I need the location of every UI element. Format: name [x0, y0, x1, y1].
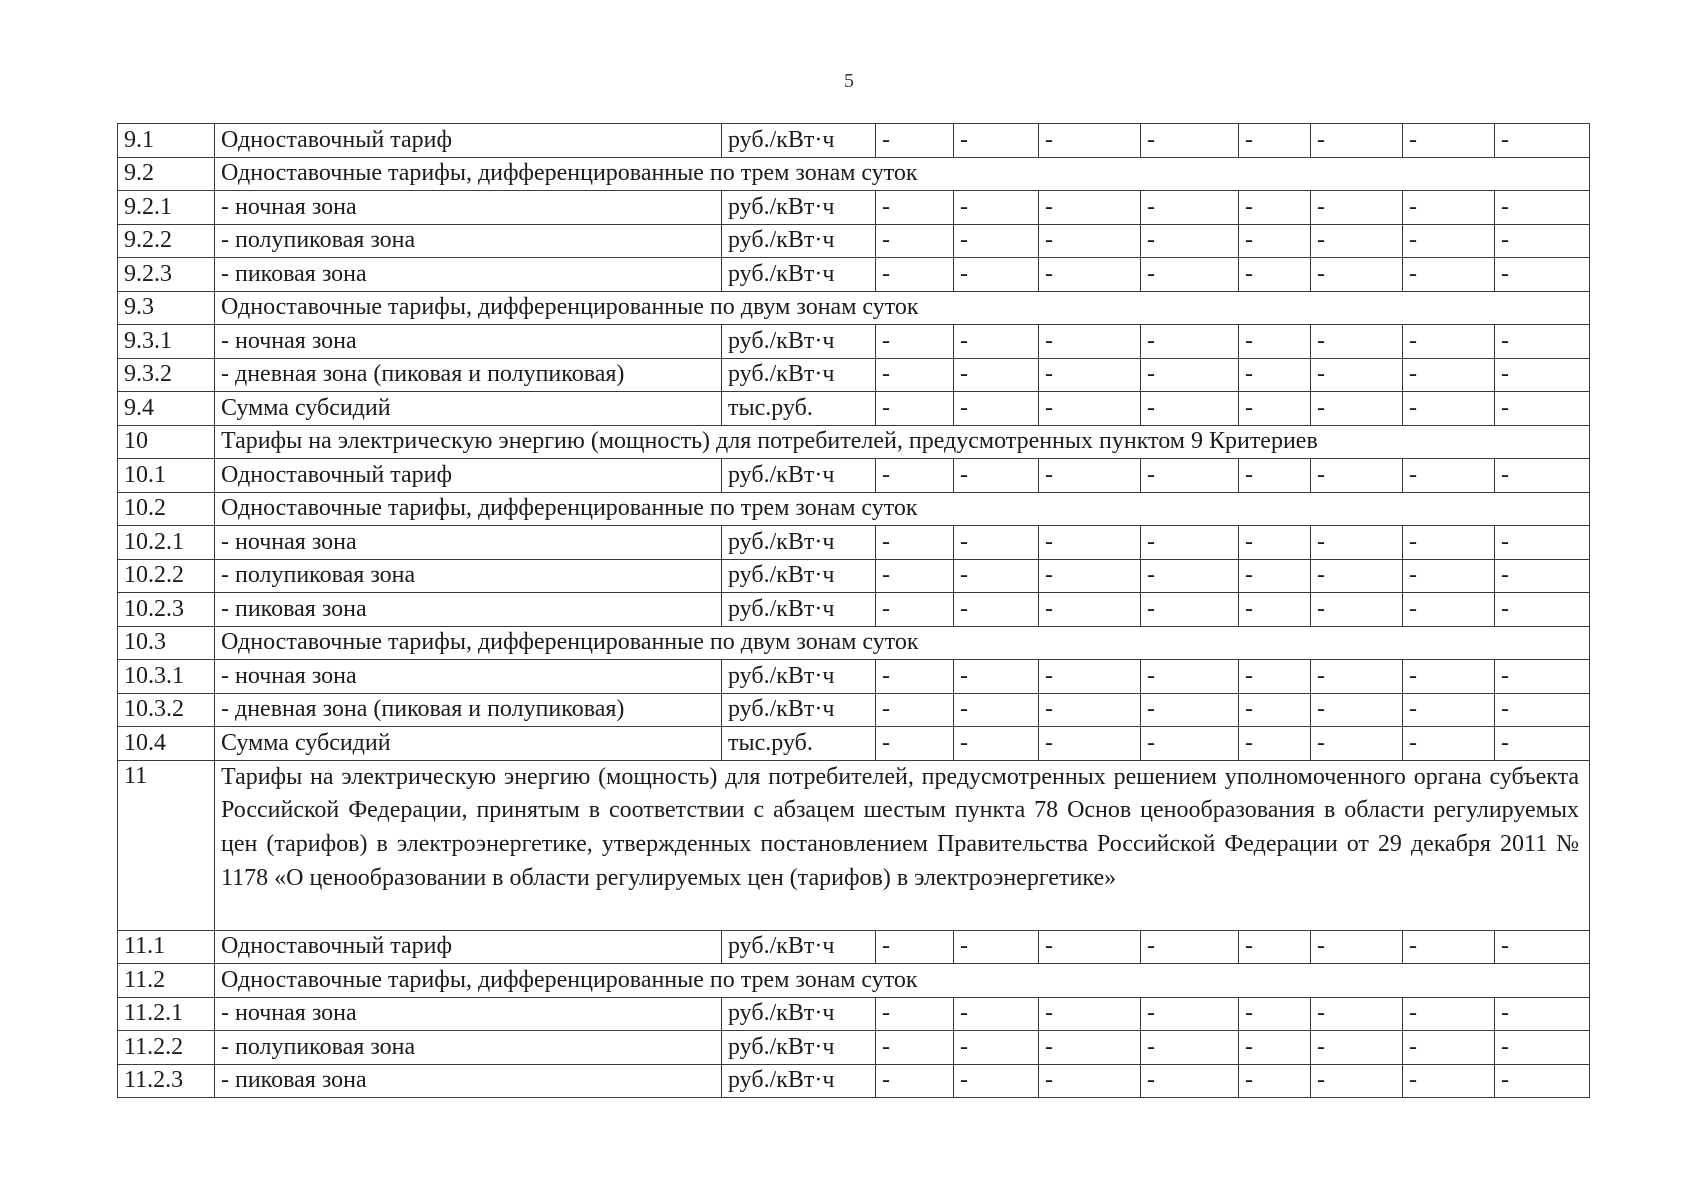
value-cell: -	[1311, 727, 1403, 761]
value-cell: -	[1141, 660, 1239, 694]
row-name-cell: - ночная зона	[215, 526, 722, 560]
value-cell: -	[1311, 1064, 1403, 1098]
row-number-cell: 9.2.3	[118, 258, 215, 292]
row-number-cell: 10.3.1	[118, 660, 215, 694]
unit-cell: руб./кВт·ч	[722, 325, 876, 359]
value-cell: -	[954, 191, 1039, 225]
value-cell: -	[1141, 997, 1239, 1031]
row-number-cell: 11	[118, 760, 215, 930]
value-cell: -	[1495, 258, 1590, 292]
value-cell: -	[1495, 224, 1590, 258]
row-number-cell: 9.1	[118, 124, 215, 158]
value-cell: -	[1141, 358, 1239, 392]
value-cell: -	[1239, 124, 1311, 158]
row-number-cell: 10.3	[118, 626, 215, 660]
value-cell: -	[1311, 325, 1403, 359]
value-cell: -	[876, 124, 954, 158]
unit-cell: руб./кВт·ч	[722, 124, 876, 158]
value-cell: -	[1039, 191, 1141, 225]
value-cell: -	[876, 727, 954, 761]
section-header-row	[118, 760, 1590, 930]
row-number-cell: 10.2.3	[118, 593, 215, 627]
row-number-cell: 10.4	[118, 727, 215, 761]
section-title-cell: Одноставочные тарифы, дифференцированные по двум зонам суток	[215, 291, 1590, 325]
row-number-cell: 10.2.2	[118, 559, 215, 593]
value-cell: -	[1141, 258, 1239, 292]
value-cell: -	[954, 660, 1039, 694]
value-cell: -	[1239, 325, 1311, 359]
value-cell: -	[1311, 392, 1403, 426]
value-cell: -	[1141, 392, 1239, 426]
section-title-cell: Тарифы на электрическую энергию (мощность) для потребителей, предусмотренных решением уполномоченного органа субъекта Российской Федерации, принятым в соответствии с абзацем шестым пункта 78 Основ ценообразования в области регулируемых цен (тарифов) в электроэнергетике, утвержденных постановлением Правительства Российской Федерации от 29 декабря 2011 № 1178 «О ценообразовании в области регулируемых цен (тарифов) в электроэнергетике»	[215, 760, 1590, 930]
unit-cell: руб./кВт·ч	[722, 693, 876, 727]
row-name-cell: - пиковая зона	[215, 258, 722, 292]
value-cell: -	[1403, 1031, 1495, 1065]
value-cell: -	[1039, 1064, 1141, 1098]
table-row	[118, 727, 1590, 761]
unit-cell: руб./кВт·ч	[722, 660, 876, 694]
value-cell: -	[1403, 997, 1495, 1031]
value-cell: -	[1239, 930, 1311, 964]
row-number-cell: 10.3.2	[118, 693, 215, 727]
value-cell: -	[1039, 1031, 1141, 1065]
value-cell: -	[1403, 593, 1495, 627]
value-cell: -	[954, 392, 1039, 426]
value-cell: -	[1039, 459, 1141, 493]
unit-cell: руб./кВт·ч	[722, 930, 876, 964]
value-cell: -	[1311, 559, 1403, 593]
value-cell: -	[1039, 693, 1141, 727]
value-cell: -	[1239, 660, 1311, 694]
table-row	[118, 693, 1590, 727]
row-name-cell: - ночная зона	[215, 997, 722, 1031]
row-name-cell: - пиковая зона	[215, 593, 722, 627]
value-cell: -	[954, 693, 1039, 727]
value-cell: -	[1141, 727, 1239, 761]
value-cell: -	[1239, 191, 1311, 225]
value-cell: -	[1039, 559, 1141, 593]
table-row	[118, 258, 1590, 292]
value-cell: -	[1495, 930, 1590, 964]
value-cell: -	[1311, 526, 1403, 560]
value-cell: -	[1141, 559, 1239, 593]
value-cell: -	[1495, 593, 1590, 627]
value-cell: -	[1495, 392, 1590, 426]
value-cell: -	[1039, 727, 1141, 761]
section-header-row	[118, 157, 1590, 191]
table-row	[118, 997, 1590, 1031]
page-number: 5	[844, 70, 854, 92]
value-cell: -	[1311, 1031, 1403, 1065]
row-name-cell: - полупиковая зона	[215, 224, 722, 258]
value-cell: -	[954, 258, 1039, 292]
value-cell: -	[954, 930, 1039, 964]
value-cell: -	[954, 727, 1039, 761]
value-cell: -	[876, 392, 954, 426]
value-cell: -	[954, 997, 1039, 1031]
row-number-cell: 10	[118, 425, 215, 459]
value-cell: -	[1141, 325, 1239, 359]
row-number-cell: 10.2	[118, 492, 215, 526]
unit-cell: руб./кВт·ч	[722, 358, 876, 392]
value-cell: -	[1311, 258, 1403, 292]
value-cell: -	[1495, 693, 1590, 727]
value-cell: -	[876, 693, 954, 727]
value-cell: -	[954, 526, 1039, 560]
value-cell: -	[1311, 459, 1403, 493]
row-number-cell: 9.3.2	[118, 358, 215, 392]
value-cell: -	[1495, 1064, 1590, 1098]
value-cell: -	[954, 124, 1039, 158]
value-cell: -	[1403, 224, 1495, 258]
value-cell: -	[954, 593, 1039, 627]
value-cell: -	[1311, 124, 1403, 158]
value-cell: -	[1311, 930, 1403, 964]
value-cell: -	[1039, 593, 1141, 627]
value-cell: -	[1239, 593, 1311, 627]
row-number-cell: 11.2.2	[118, 1031, 215, 1065]
table-row	[118, 593, 1590, 627]
value-cell: -	[876, 224, 954, 258]
value-cell: -	[1403, 727, 1495, 761]
value-cell: -	[876, 930, 954, 964]
table-body	[118, 124, 1590, 1098]
table-row	[118, 1031, 1590, 1065]
value-cell: -	[954, 1064, 1039, 1098]
value-cell: -	[1403, 124, 1495, 158]
unit-cell: руб./кВт·ч	[722, 191, 876, 225]
value-cell: -	[1039, 526, 1141, 560]
value-cell: -	[1039, 124, 1141, 158]
value-cell: -	[1039, 224, 1141, 258]
value-cell: -	[876, 1031, 954, 1065]
unit-cell: руб./кВт·ч	[722, 459, 876, 493]
row-name-cell: - пиковая зона	[215, 1064, 722, 1098]
value-cell: -	[1239, 727, 1311, 761]
row-name-cell: Одноставочный тариф	[215, 459, 722, 493]
value-cell: -	[876, 1064, 954, 1098]
row-number-cell: 9.3	[118, 291, 215, 325]
value-cell: -	[876, 459, 954, 493]
value-cell: -	[1495, 325, 1590, 359]
value-cell: -	[1239, 997, 1311, 1031]
value-cell: -	[876, 358, 954, 392]
value-cell: -	[876, 660, 954, 694]
value-cell: -	[1141, 191, 1239, 225]
row-number-cell: 11.2.3	[118, 1064, 215, 1098]
value-cell: -	[1495, 526, 1590, 560]
value-cell: -	[1403, 526, 1495, 560]
section-header-row	[118, 626, 1590, 660]
value-cell: -	[1239, 392, 1311, 426]
table-row	[118, 459, 1590, 493]
value-cell: -	[1311, 191, 1403, 225]
section-title-cell: Одноставочные тарифы, дифференцированные по трем зонам суток	[215, 964, 1590, 998]
value-cell: -	[876, 191, 954, 225]
value-cell: -	[876, 997, 954, 1031]
value-cell: -	[954, 224, 1039, 258]
value-cell: -	[876, 593, 954, 627]
value-cell: -	[1039, 660, 1141, 694]
row-name-cell: - ночная зона	[215, 191, 722, 225]
row-number-cell: 9.2	[118, 157, 215, 191]
table-row	[118, 224, 1590, 258]
value-cell: -	[1311, 358, 1403, 392]
value-cell: -	[1039, 997, 1141, 1031]
value-cell: -	[1239, 1064, 1311, 1098]
value-cell: -	[1141, 593, 1239, 627]
value-cell: -	[954, 1031, 1039, 1065]
value-cell: -	[1403, 459, 1495, 493]
value-cell: -	[1403, 693, 1495, 727]
value-cell: -	[1403, 930, 1495, 964]
value-cell: -	[1495, 559, 1590, 593]
value-cell: -	[1239, 1031, 1311, 1065]
unit-cell: руб./кВт·ч	[722, 258, 876, 292]
value-cell: -	[1311, 593, 1403, 627]
value-cell: -	[876, 526, 954, 560]
value-cell: -	[1495, 124, 1590, 158]
section-title-cell: Одноставочные тарифы, дифференцированные по трем зонам суток	[215, 157, 1590, 191]
row-number-cell: 10.2.1	[118, 526, 215, 560]
row-number-cell: 11.2.1	[118, 997, 215, 1031]
table-row	[118, 930, 1590, 964]
value-cell: -	[1039, 392, 1141, 426]
value-cell: -	[1239, 693, 1311, 727]
row-number-cell: 11.2	[118, 964, 215, 998]
unit-cell: руб./кВт·ч	[722, 526, 876, 560]
value-cell: -	[1141, 224, 1239, 258]
value-cell: -	[1403, 258, 1495, 292]
table-row	[118, 392, 1590, 426]
value-cell: -	[1141, 124, 1239, 158]
row-name-cell: Сумма субсидий	[215, 727, 722, 761]
table-row	[118, 358, 1590, 392]
value-cell: -	[1495, 997, 1590, 1031]
row-name-cell: - полупиковая зона	[215, 1031, 722, 1065]
row-number-cell: 10.1	[118, 459, 215, 493]
value-cell: -	[1039, 258, 1141, 292]
value-cell: -	[876, 559, 954, 593]
unit-cell: руб./кВт·ч	[722, 224, 876, 258]
value-cell: -	[1239, 224, 1311, 258]
section-header-row	[118, 964, 1590, 998]
value-cell: -	[1039, 325, 1141, 359]
value-cell: -	[1039, 358, 1141, 392]
value-cell: -	[1311, 997, 1403, 1031]
value-cell: -	[1403, 559, 1495, 593]
tariff-table	[117, 123, 1590, 1098]
value-cell: -	[1495, 459, 1590, 493]
row-number-cell: 9.2.1	[118, 191, 215, 225]
section-title-cell: Тарифы на электрическую энергию (мощность) для потребителей, предусмотренных пунктом 9 Критериев	[215, 425, 1590, 459]
value-cell: -	[1403, 358, 1495, 392]
value-cell: -	[1141, 930, 1239, 964]
section-header-row	[118, 425, 1590, 459]
row-name-cell: - ночная зона	[215, 325, 722, 359]
row-name-cell: Одноставочный тариф	[215, 930, 722, 964]
row-name-cell: - ночная зона	[215, 660, 722, 694]
value-cell: -	[1403, 325, 1495, 359]
value-cell: -	[1311, 693, 1403, 727]
unit-cell: руб./кВт·ч	[722, 997, 876, 1031]
row-number-cell: 9.3.1	[118, 325, 215, 359]
value-cell: -	[1239, 526, 1311, 560]
table-row	[118, 325, 1590, 359]
value-cell: -	[1403, 191, 1495, 225]
row-name-cell: - дневная зона (пиковая и полупиковая)	[215, 358, 722, 392]
value-cell: -	[1239, 358, 1311, 392]
table-row	[118, 660, 1590, 694]
row-number-cell: 9.2.2	[118, 224, 215, 258]
value-cell: -	[1495, 191, 1590, 225]
value-cell: -	[1141, 1031, 1239, 1065]
unit-cell: руб./кВт·ч	[722, 1031, 876, 1065]
table-row	[118, 124, 1590, 158]
row-number-cell: 9.4	[118, 392, 215, 426]
value-cell: -	[876, 258, 954, 292]
value-cell: -	[1239, 258, 1311, 292]
unit-cell: тыс.руб.	[722, 392, 876, 426]
value-cell: -	[1141, 693, 1239, 727]
value-cell: -	[1239, 559, 1311, 593]
section-title-cell: Одноставочные тарифы, дифференцированные по трем зонам суток	[215, 492, 1590, 526]
value-cell: -	[1495, 660, 1590, 694]
row-name-cell: Сумма субсидий	[215, 392, 722, 426]
table-row	[118, 191, 1590, 225]
value-cell: -	[1039, 930, 1141, 964]
value-cell: -	[954, 559, 1039, 593]
row-name-cell: - дневная зона (пиковая и полупиковая)	[215, 693, 722, 727]
unit-cell: руб./кВт·ч	[722, 559, 876, 593]
table-row	[118, 526, 1590, 560]
value-cell: -	[1239, 459, 1311, 493]
unit-cell: руб./кВт·ч	[722, 593, 876, 627]
row-number-cell: 11.1	[118, 930, 215, 964]
section-header-row	[118, 492, 1590, 526]
value-cell: -	[1495, 727, 1590, 761]
value-cell: -	[1141, 1064, 1239, 1098]
value-cell: -	[1495, 358, 1590, 392]
row-name-cell: - полупиковая зона	[215, 559, 722, 593]
section-header-row	[118, 291, 1590, 325]
section-title-cell: Одноставочные тарифы, дифференцированные по двум зонам суток	[215, 626, 1590, 660]
value-cell: -	[954, 358, 1039, 392]
value-cell: -	[1403, 1064, 1495, 1098]
value-cell: -	[876, 325, 954, 359]
table-row	[118, 559, 1590, 593]
unit-cell: руб./кВт·ч	[722, 1064, 876, 1098]
value-cell: -	[1403, 392, 1495, 426]
unit-cell: тыс.руб.	[722, 727, 876, 761]
value-cell: -	[1495, 1031, 1590, 1065]
value-cell: -	[1141, 526, 1239, 560]
value-cell: -	[954, 459, 1039, 493]
row-name-cell: Одноставочный тариф	[215, 124, 722, 158]
value-cell: -	[954, 325, 1039, 359]
value-cell: -	[1403, 660, 1495, 694]
table-row	[118, 1064, 1590, 1098]
value-cell: -	[1141, 459, 1239, 493]
value-cell: -	[1311, 224, 1403, 258]
value-cell: -	[1311, 660, 1403, 694]
